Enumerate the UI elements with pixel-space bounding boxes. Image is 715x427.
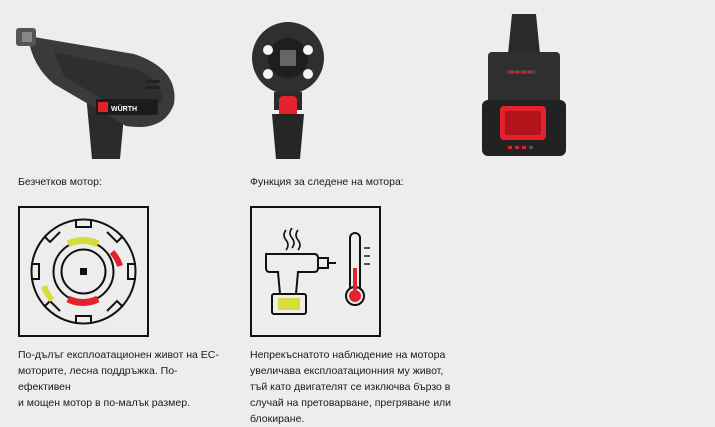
- motor-temperature-icon: [252, 208, 379, 335]
- impact-wrench-front-photo: [238, 14, 338, 159]
- brushless-motor-icon: [20, 208, 147, 335]
- brushless-motor-caption: Безчетков мотор:: [18, 176, 102, 188]
- motor-monitoring-description: [250, 347, 451, 427]
- motor-monitoring-caption: Функция за следене на мотора:: [250, 176, 404, 188]
- description-line: ефективен: [18, 381, 71, 393]
- motor-temperature-icon-frame: [250, 206, 381, 337]
- description-line: Непрекъснатото наблюдение на мотора: [250, 349, 446, 361]
- description-line: По-дълъг експлоатационен живот на ЕС-: [18, 349, 219, 361]
- impact-wrench-side-photo: [14, 14, 184, 159]
- description-line: блокиране.: [250, 413, 305, 425]
- battery-pack-photo: [478, 14, 570, 159]
- description-line: моторите, лесна поддръжка. По-: [18, 365, 178, 377]
- description-line: увеличава експлоатационния му живот,: [250, 365, 444, 377]
- brushless-motor-icon-frame: [18, 206, 149, 337]
- description-line: и мощен мотор в по-малък размер.: [18, 397, 190, 409]
- brushless-motor-description: [18, 347, 219, 411]
- description-line: тъй като двигателят се изключва бързо в: [250, 381, 451, 393]
- brand-label: WÜRTH: [111, 106, 138, 113]
- description-line: случай на претоварване, прегряване или: [250, 397, 452, 409]
